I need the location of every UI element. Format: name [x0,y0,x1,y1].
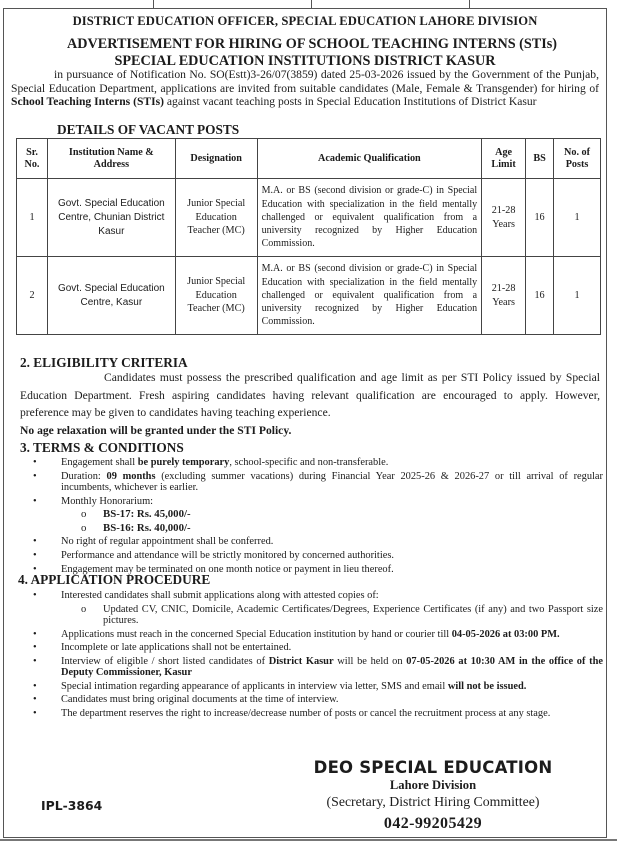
list-item [33,471,603,494]
term-text: Engagement may be terminated on one month notice or payment in lieu thereof. [61,563,394,575]
eligibility-note: No age relaxation will be granted under the STI Policy. [20,423,292,437]
header-designation: Designation [175,139,257,179]
procedure-title: 4. APPLICATION PROCEDURE [18,572,211,587]
documents-item [33,604,603,627]
procedure-list [33,590,603,722]
cell-bs: 16 [526,179,554,257]
eligibility-text: Candidates must possess the prescribed qualification and age limit as per STI Policy issued by Special Education Department. Fresh aspiring candidates having relevant qualification are encouraged to apply. However, preference may be given to candidates having teaching experience. [20,371,600,420]
cell-posts: 1 [554,179,601,257]
procedure-text: Special intimation regarding appearance of applicants in interview via letter, SMS and email [61,680,448,692]
header-qualification: Academic Qualification [257,139,481,179]
circle-bullet-icon: o [81,603,87,615]
table-header-row [17,139,601,179]
bottom-rule [0,839,617,841]
list-item [33,642,603,653]
top-edge [0,0,617,8]
term-text: No right of regular appointment shall be conferred. [61,536,274,548]
procedure-text: Interested candidates shall submit applications along with attested copies of: [61,590,379,601]
bullet-icon: • [33,563,37,575]
bullet-icon: • [33,457,37,468]
intro-text-end: against vacant teaching posts in Special Education Institutions of District Kasur [164,95,537,109]
header-bs: BS [526,139,554,179]
cell-qualification: M.A. or BS (second division or grade-C) in Special Education with specialization in the field mentally challenged or equivalent qualification from a university recognized by Higher Education Commission. [257,257,481,335]
circle-bullet-icon: o [81,508,87,521]
term-text: Engagement shall [61,457,138,468]
circle-bullet-icon: o [81,521,87,534]
bullet-icon: • [33,694,37,706]
cell-institution: Govt. Special Education Centre, Kasur [47,257,175,335]
eligibility-paragraph [20,369,600,439]
district-name: District Kasur [268,655,334,667]
table-row [17,257,601,335]
signatory-division: Lahore Division [389,778,477,792]
procedure-text: Incomplete or late applications shall not be entertained. [61,642,292,654]
cell-age-limit: 21-28 Years [482,179,526,257]
intro-text: in pursuance of Notification No. SO(Estt)3-26/07(3859) dated 25-03-2026 issued by the Government of the Punjab, Special Education Department, applications are invited from suitable candidates (Male, Female & Transgender) for hiring of [11,68,599,95]
term-text: Duration: [61,470,107,482]
intro-bold: School Teaching Interns (STIs) [11,95,165,109]
cell-sr-no: 2 [17,257,48,335]
term-text: , school-specific and non-transferable. [229,457,389,468]
list-item [33,536,603,547]
bullet-icon: • [33,707,37,719]
honorarium-bs17: BS-17: Rs. 45,000/- [103,508,191,521]
cell-age-limit: 21-28 Years [482,257,526,335]
bullet-icon: • [33,495,37,507]
signatory-title: DEO SPECIAL EDUCATION [313,758,553,777]
list-item [33,457,603,468]
ipl-reference: IPL-3864 [41,798,103,813]
office-heading: DISTRICT EDUCATION OFFICER, SPECIAL EDUCATION LAHORE DIVISION [72,14,538,28]
terms-title: 3. TERMS & CONDITIONS [20,440,184,455]
documents-text: Updated CV, CNIC, Domicile, Academic Certificates/Degrees, Experience Certificates (if any) and two Passport size pictures. [103,603,603,626]
list-item [33,708,603,719]
list-item [33,694,603,705]
term-bold: 09 months [106,470,156,482]
honorarium-item [33,509,603,520]
cell-qualification: M.A. or BS (second division or grade-C) in Special Education with specialization in the field mentally challenged or equivalent qualification from a university recognized by Higher Education Commission. [257,179,481,257]
list-item [33,550,603,561]
procedure-text: Interview of eligible / short listed candidates of [61,655,269,667]
honorarium-bs16: BS-16: Rs. 40,000/- [103,521,191,534]
list-item [33,496,603,507]
list-item [33,656,603,679]
deadline: 04-05-2026 at 03:00 PM. [451,628,560,640]
eligibility-title: 2. ELIGIBILITY CRITERIA [20,355,188,370]
cell-bs: 16 [526,257,554,335]
terms-list [33,457,603,577]
advertisement-title: ADVERTISEMENT FOR HIRING OF SCHOOL TEACHING INTERNS (STIs) [67,36,557,52]
bullet-icon: • [33,628,37,640]
advertisement-subtitle: SPECIAL EDUCATION INSTITUTIONS DISTRICT KASUR [114,53,496,69]
column-divider [469,0,470,8]
bottom-edge [0,838,617,845]
term-text: Performance and attendance will be strictly monitored by concerned authorities. [61,549,394,561]
procedure-text: will be held on [333,655,407,667]
vacant-posts-table [16,138,601,335]
cell-posts: 1 [554,257,601,335]
bullet-icon: • [33,680,37,692]
bullet-icon: • [33,642,37,654]
vacant-posts-title: DETAILS OF VACANT POSTS [57,122,240,137]
procedure-text: Applications must reach in the concerned Special Education institution by hand or courier till [61,628,452,640]
procedure-text: The department reserves the right to increase/decrease number of posts or cancel the recruitment process at any stage. [61,707,551,719]
term-text: (excluding summer vacations) during Financial Year 2025-26 & 2026-27 or till arrival of regular incumbents, whichever is earlier. [61,470,604,493]
cell-designation: Junior Special Education Teacher (MC) [175,257,257,335]
column-divider [311,0,312,8]
term-text: Monthly Honorarium: [61,495,154,507]
cell-institution: Govt. Special Education Centre, Chunian District Kasur [47,179,175,257]
bullet-icon: • [33,549,37,561]
intro-paragraph [11,68,599,109]
table-row [17,179,601,257]
term-bold: be purely temporary [137,457,230,468]
list-item [33,681,603,692]
list-item [33,629,603,640]
column-divider [153,0,154,8]
bullet-icon: • [33,590,37,601]
honorarium-item [33,523,603,534]
cell-designation: Junior Special Education Teacher (MC) [175,179,257,257]
bullet-icon: • [33,536,37,548]
list-item [33,590,603,601]
header-age-limit: Age Limit [482,139,526,179]
bullet-icon: • [33,470,37,482]
interview-datetime: 07-05-2026 at 10:30 AM in the office of the Deputy Commissioner, Kasur [61,655,603,679]
cell-sr-no: 1 [17,179,48,257]
procedure-text: Candidates must bring original documents at the time of interview. [61,694,339,706]
signatory-role: (Secretary, District Hiring Committee) [326,794,540,809]
contact-phone: 042-99205429 [383,815,483,832]
header-institution: Institution Name & Address [47,139,175,179]
header-posts: No. of Posts [554,139,601,179]
header-sr-no: Sr. No. [17,139,48,179]
procedure-bold: will not be issued. [447,680,527,692]
bullet-icon: • [33,655,37,667]
